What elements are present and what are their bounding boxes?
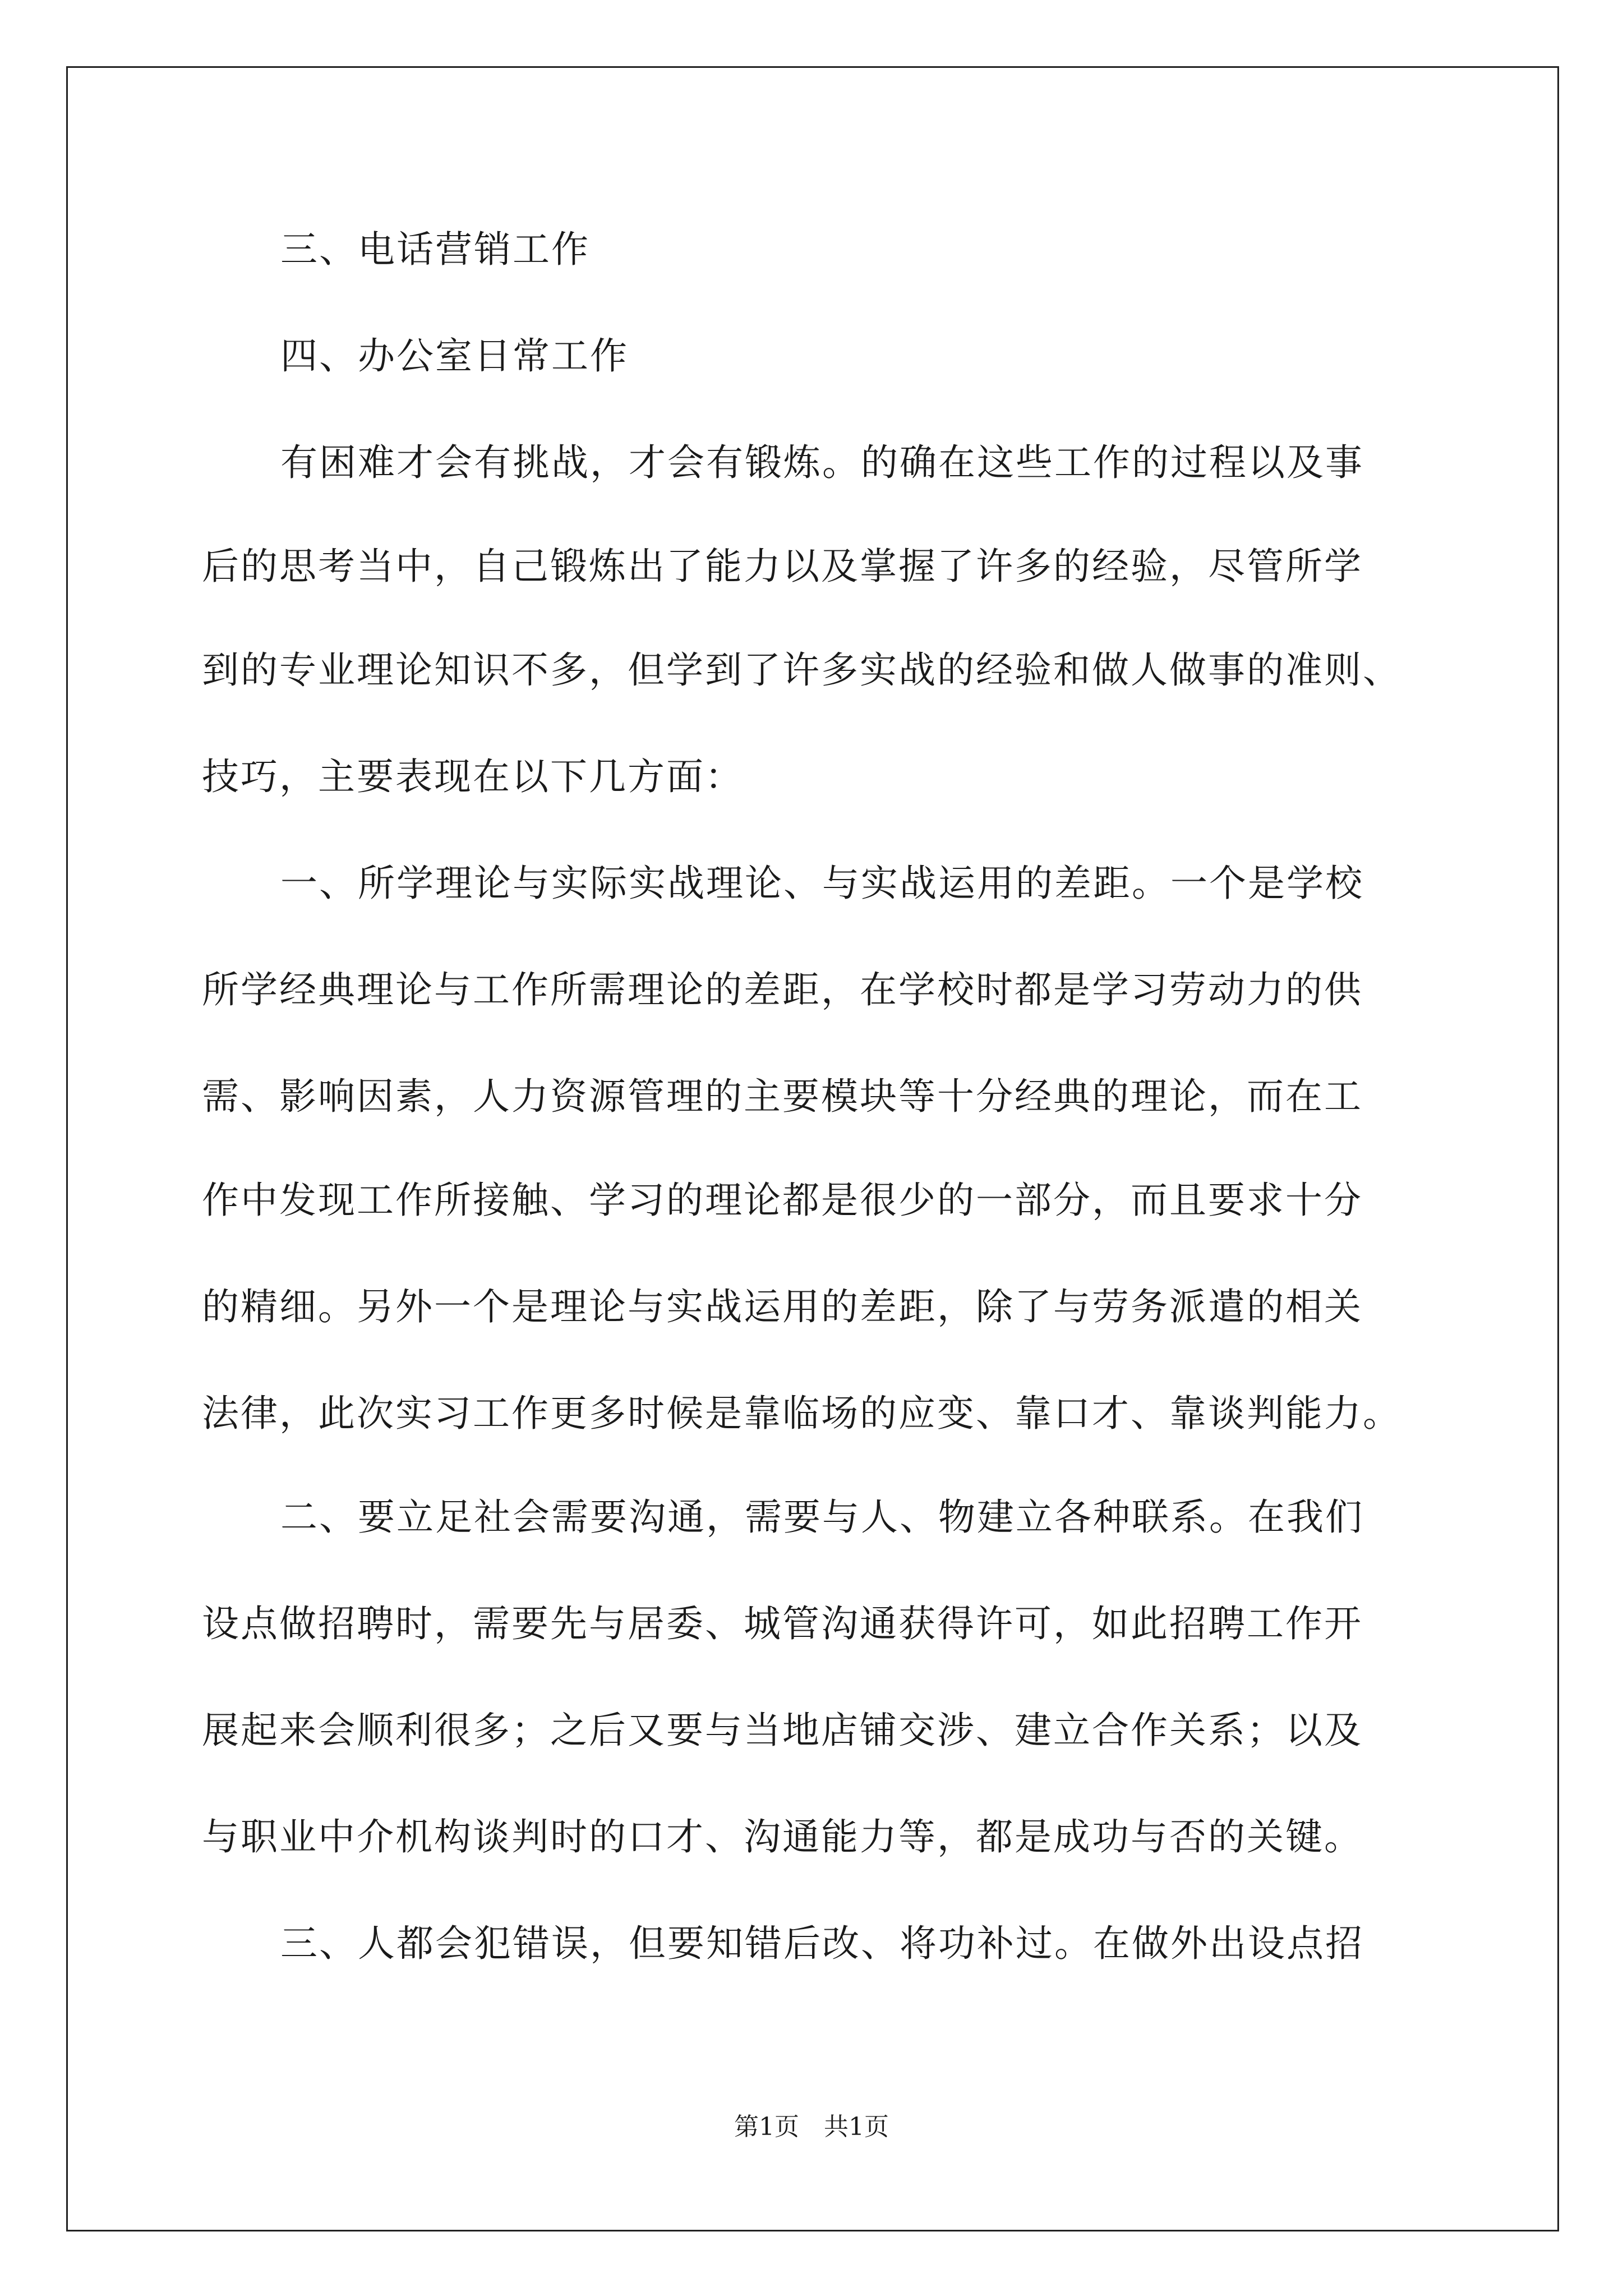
text-line: 与职业中介机构谈判时的口才、沟通能力等，都是成功与否的关键。: [202, 1815, 1363, 1858]
text-line: 技巧，主要表现在以下几方面：: [202, 755, 744, 798]
text-line: 三、电话营销工作: [280, 228, 590, 271]
text-line: 需、影响因素，人力资源管理的主要模块等十分经典的理论，而在工: [202, 1075, 1363, 1118]
page-number-footer: 第1页 共1页: [734, 2113, 889, 2141]
text-line: 三、人都会犯错误，但要知错后改、将功补过。在做外出设点招: [280, 1922, 1364, 1965]
text-line: 展起来会顺利很多；之后又要与当地店铺交涉、建立合作关系；以及: [202, 1709, 1363, 1752]
text-line: 的精细。另外一个是理论与实战运用的差距，除了与劳务派遣的相关: [202, 1285, 1363, 1328]
text-line: 四、办公室日常工作: [280, 334, 629, 378]
text-line: 到的专业理论知识不多，但学到了许多实战的经验和做人做事的准则、: [202, 648, 1401, 692]
text-line: 法律，此次实习工作更多时候是靠临场的应变、靠口才、靠谈判能力。: [202, 1392, 1401, 1435]
text-line: 一、所学理论与实际实战理论、与实战运用的差距。一个是学校: [280, 862, 1364, 905]
text-line: 有困难才会有挑战，才会有锻炼。的确在这些工作的过程以及事: [280, 441, 1364, 484]
text-line: 所学经典理论与工作所需理论的差距，在学校时都是学习劳动力的供: [202, 968, 1363, 1011]
text-line: 设点做招聘时，需要先与居委、城管沟通获得许可，如此招聘工作开: [202, 1602, 1363, 1645]
text-line: 二、要立足社会需要沟通，需要与人、物建立各种联系。在我们: [280, 1496, 1364, 1539]
text-line: 后的思考当中，自己锻炼出了能力以及掌握了许多的经验，尽管所学: [202, 545, 1363, 588]
text-line: 作中发现工作所接触、学习的理论都是很少的一部分，而且要求十分: [202, 1179, 1363, 1222]
page-border: [66, 66, 1559, 2231]
